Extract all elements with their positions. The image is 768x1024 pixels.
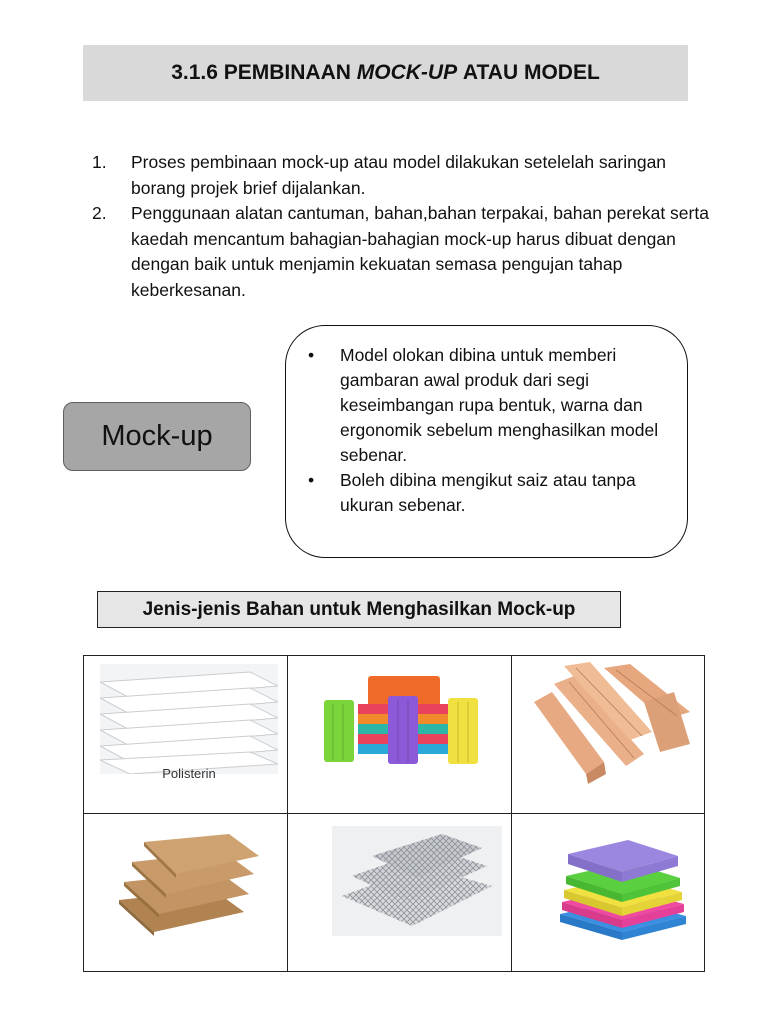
cardboard-image (114, 832, 264, 940)
material-caption: Polisterin (162, 766, 216, 781)
bullet: • (308, 470, 315, 490)
description-box (285, 325, 688, 558)
material-cell-wood (512, 656, 705, 814)
material-cell-eva-foam (512, 814, 705, 972)
bullet: • (308, 345, 315, 365)
plasticine-image (318, 674, 483, 769)
wire-mesh-image (332, 826, 502, 936)
page-title (83, 45, 688, 101)
title-suffix: ATAU MODEL (462, 61, 600, 84)
materials-grid (83, 655, 705, 972)
step-number: 2. (92, 203, 107, 223)
eva-foam-image (558, 836, 688, 948)
material-cell-polystyrene (84, 656, 288, 814)
process-steps (92, 150, 722, 303)
step-item (92, 150, 722, 201)
title-prefix: 3.1.6 PEMBINAAN (171, 61, 351, 84)
material-cell-cardboard (84, 814, 288, 972)
step-text: Penggunaan alatan cantuman, bahan,bahan terpakai, bahan perekat serta kaedah mencantum bahagian-bahagian mock-up harus dibuat dengan dengan baik untuk menjamin kekuatan semasa pengujan tahap keberkesanan. (131, 203, 709, 300)
materials-heading: Jenis-jenis Bahan untuk Menghasilkan Mock-up (97, 591, 621, 628)
wood-image (534, 662, 690, 784)
step-number: 1. (92, 152, 107, 172)
description-text: Boleh dibina mengikut saiz atau tanpa ukuran sebenar. (340, 470, 636, 515)
mockup-label-box: Mock-up (63, 402, 251, 471)
description-text: Model olokan dibina untuk memberi gambaran awal produk dari segi keseimbangan rupa bentuk, warna dan ergonomik sebelum menghasilkan model sebenar. (340, 345, 659, 465)
title-italic: MOCK-UP (356, 61, 458, 84)
polystyrene-image (100, 664, 278, 774)
step-item (92, 201, 722, 303)
step-text: Proses pembinaan mock-up atau model dilakukan setelelah saringan borang projek brief dijalankan. (131, 152, 667, 198)
description-point (308, 343, 665, 468)
material-cell-wire-mesh (288, 814, 512, 972)
description-point (308, 468, 665, 518)
material-cell-plasticine (288, 656, 512, 814)
